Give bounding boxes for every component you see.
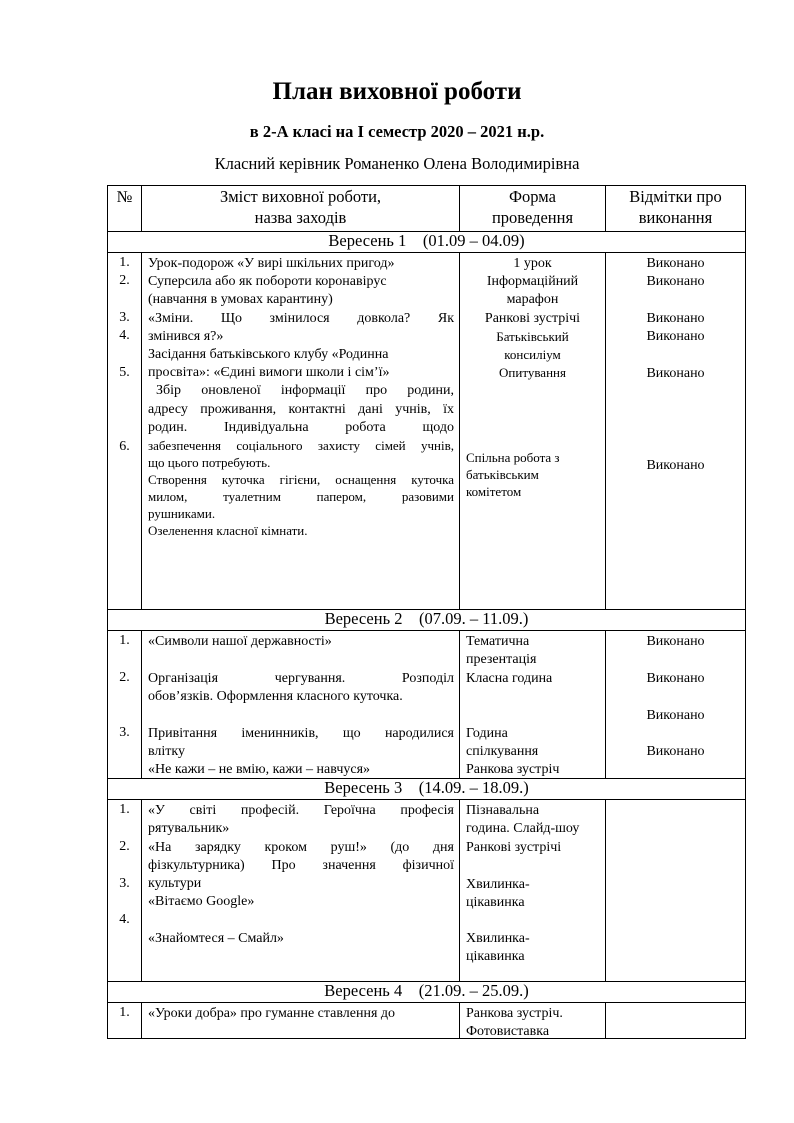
table-header-row xyxy=(108,186,746,232)
month-cell xyxy=(108,232,746,253)
content-line: «Символи нашої державності» xyxy=(148,634,332,649)
content-line: «У світі професій. Героїчна професія xyxy=(148,803,454,818)
content-line: Озеленення класної кімнати. xyxy=(148,523,308,539)
content-cell xyxy=(142,1003,460,1039)
month-dates: (21.09. – 25.09.) xyxy=(418,981,529,1000)
content-line: забезпечення соціального захисту сімей учнів, xyxy=(148,438,454,454)
content-line: Засідання батьківського клубу «Родинна xyxy=(148,347,389,363)
header-form-line1: Форма xyxy=(509,187,556,206)
mark-done: Виконано xyxy=(646,634,705,649)
mark-done: Виконано xyxy=(646,708,705,723)
form-line: спілкування xyxy=(466,744,539,759)
row-number: 4. xyxy=(119,328,130,343)
content-line: Збір оновленої інформації про родини, xyxy=(156,383,454,399)
month-cell xyxy=(108,779,746,800)
content-line: рушниками. xyxy=(148,506,216,522)
form-line: Батьківський xyxy=(496,329,569,344)
content-line: «Вітаємо Google» xyxy=(148,894,255,909)
month-dates: (07.09. – 11.09.) xyxy=(419,609,529,628)
form-line: Класна година xyxy=(466,671,553,686)
month-cell xyxy=(108,610,746,631)
row-number: 4. xyxy=(119,912,130,927)
mark-done: Виконано xyxy=(646,458,705,473)
header-content-line2: назва заходів xyxy=(254,208,347,227)
header-marks-line1: Відмітки про xyxy=(629,187,722,206)
content-line: «На зарядку кроком руш!» (до дня xyxy=(148,840,454,855)
page-subtitle: в 2-А класі на I семестр 2020 – 2021 н.р. xyxy=(249,122,545,141)
content-cell xyxy=(142,631,460,779)
content-line: Створення куточка гігієни, оснащення куточка xyxy=(148,472,454,488)
content-line: влітку xyxy=(148,744,186,759)
content-line: «Зміни. Що змінилося довкола? Як xyxy=(148,310,454,326)
content-line: рятувальник» xyxy=(148,821,230,836)
form-cell xyxy=(460,1003,606,1039)
form-line: презентація xyxy=(466,652,537,667)
month-row xyxy=(108,232,746,253)
month-row xyxy=(108,610,746,631)
form-line: Ранкова зустріч. xyxy=(466,1006,563,1021)
form-line: консиліум xyxy=(504,347,561,362)
form-line: Опитування xyxy=(499,365,566,380)
header-num: № xyxy=(108,186,142,232)
row-number: 2. xyxy=(119,839,130,854)
numbers-cell xyxy=(108,800,142,982)
content-line: (навчання в умовах карантину) xyxy=(148,292,333,308)
header-form-line2: проведення xyxy=(491,208,574,227)
row-number: 1. xyxy=(119,1005,130,1020)
numbers-cell xyxy=(108,1003,142,1039)
content-line: милом, туалетним папером, разовими xyxy=(148,489,454,505)
row-number: 2. xyxy=(119,670,130,685)
marks-cell xyxy=(606,1003,746,1039)
form-line: Ранкові зустрічі xyxy=(466,840,562,855)
row-number: 3. xyxy=(119,725,130,740)
content-line: «Знайомтеся – Смайл» xyxy=(148,931,284,946)
form-line: Хвилинка- xyxy=(466,931,530,946)
content-line: Привітання іменинників, що народилися xyxy=(148,726,454,741)
form-line: година. Слайд-шоу xyxy=(466,821,580,836)
form-line: Фотовиставка xyxy=(466,1024,550,1039)
row-number: 3. xyxy=(119,876,130,891)
mark-done: Виконано xyxy=(646,274,705,289)
content-line: змінився я?» xyxy=(148,328,224,344)
content-line: Суперсила або як побороти коронавірус xyxy=(148,274,387,290)
content-line: родин. Індивідуальна робота щодо xyxy=(148,419,454,435)
content-line: обов’язків. Оформлення класного куточка. xyxy=(148,689,403,704)
numbers-cell xyxy=(108,253,142,610)
row-number: 1. xyxy=(119,802,130,817)
content-line: Організація чергування. Розподіл xyxy=(148,671,454,686)
form-line: Хвилинка- xyxy=(466,877,530,892)
month-dates: (14.09. – 18.09.) xyxy=(418,778,529,797)
mark-done: Виконано xyxy=(646,366,705,381)
content-line: Урок-подорож «У вирі шкільних пригод» xyxy=(148,256,395,271)
form-line: цікавинка xyxy=(466,895,525,910)
header-marks xyxy=(606,186,746,232)
form-line: Ранкові зустрічі xyxy=(484,311,581,326)
mark-done: Виконано xyxy=(646,671,705,686)
header-marks-line2: виконання xyxy=(638,208,713,227)
month-row xyxy=(108,779,746,800)
content-line: фізкультурника) Про значення фізичної xyxy=(148,858,454,873)
month-row xyxy=(108,982,746,1003)
form-cell xyxy=(460,800,606,982)
header-form xyxy=(460,186,606,232)
table-row xyxy=(108,1003,746,1039)
form-line: батьківським xyxy=(466,467,539,482)
month-name: Вересень 3 xyxy=(324,778,403,797)
content-line: «Уроки добра» про гуманне ставлення до xyxy=(148,1006,396,1021)
plan-table xyxy=(107,185,746,1039)
row-number: 1. xyxy=(119,633,130,648)
row-number: 2. xyxy=(119,273,130,288)
header-content xyxy=(142,186,460,232)
numbers-cell xyxy=(108,631,142,779)
form-line: Тематична xyxy=(466,634,530,649)
mark-done: Виконано xyxy=(646,256,705,271)
content-line: «Не кажи – не вмію, кажи – навчуся» xyxy=(148,762,371,777)
month-cell xyxy=(108,982,746,1003)
table-row xyxy=(108,800,746,982)
content-line: що цього потребують. xyxy=(148,455,271,471)
month-dates: (01.09 – 04.09) xyxy=(422,231,525,250)
mark-done: Виконано xyxy=(646,329,705,344)
marks-cell xyxy=(606,800,746,982)
mark-done: Виконано xyxy=(646,744,705,759)
row-number: 3. xyxy=(119,310,130,325)
form-line: Інформаційний xyxy=(486,274,579,289)
marks-cell xyxy=(606,631,746,779)
form-cell xyxy=(460,253,606,610)
table-row xyxy=(108,253,746,610)
content-line: культури xyxy=(148,876,202,891)
table-row xyxy=(108,631,746,779)
month-name: Вересень 4 xyxy=(324,981,403,1000)
content-cell xyxy=(142,253,460,610)
form-line: Година xyxy=(466,726,508,741)
form-line: комітетом xyxy=(466,484,522,499)
month-name: Вересень 2 xyxy=(324,609,403,628)
marks-cell xyxy=(606,253,746,610)
content-line: просвіта»: «Єдині вимоги школи і сім’ї» xyxy=(148,365,390,381)
month-name: Вересень 1 xyxy=(328,231,407,250)
content-cell xyxy=(142,800,460,982)
row-number: 5. xyxy=(119,365,130,380)
row-number: 1. xyxy=(119,255,130,270)
form-line: 1 урок xyxy=(513,256,552,271)
form-line: марафон xyxy=(506,292,559,307)
form-line: Ранкова зустріч xyxy=(466,762,560,777)
page-title: План виховної роботи xyxy=(272,78,522,105)
content-line: адресу проживання, контактні дані учнів, їх xyxy=(148,401,454,417)
form-line: Спільна робота з xyxy=(466,450,560,465)
mark-done: Виконано xyxy=(646,311,705,326)
form-line: цікавинка xyxy=(466,949,525,964)
form-cell xyxy=(460,631,606,779)
row-number: 6. xyxy=(119,439,130,454)
header-content-line1: Зміст виховної роботи, xyxy=(219,187,382,206)
form-line: Пізнавальна xyxy=(466,803,540,818)
class-teacher: Класний керівник Романенко Олена Володимирівна xyxy=(214,154,580,173)
